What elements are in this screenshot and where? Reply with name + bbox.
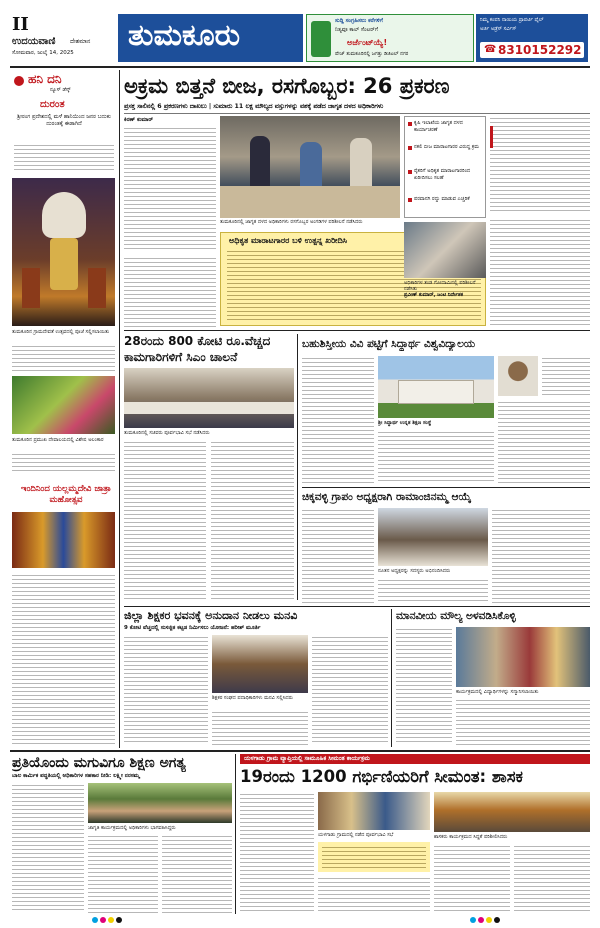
bhavana-subhead: 9 ಕೋಟಿ ವೆಚ್ಚದಲ್ಲಿ ಸುಸಜ್ಜಿತ ಕಟ್ಟಡ ನಿರ್ಮಿಸಲು ಯೋಜನೆ: ಹರೀಶ್ ಮೂರ್ತಿ (124, 625, 261, 631)
paper-name: ಉದಯವಾಣಿ (12, 36, 56, 47)
photo2-caption: ತುಮಕೂರಿನ ಪ್ರಮುಖ ದೇವಾಲಯದಲ್ಲಿ ವಿಶೇಷ ಅಲಂಕಾರ (12, 437, 104, 443)
gp-text-col1 (302, 508, 374, 604)
quote-text (322, 845, 426, 869)
lead-right-caption-name: ಪ್ರವೀಣ್ ಕುಮಾರ್, ಜಂಟಿ ನಿರ್ದೇಶಕ (404, 292, 463, 298)
gp-text-col3 (492, 508, 590, 604)
lead-byline: ಕಿರಣ್ ಕುಮಾರ್ (124, 117, 154, 123)
univ-text-col3 (498, 400, 590, 484)
devi-photo (12, 512, 115, 568)
univ-person-photo (498, 356, 538, 396)
univ-headline: ಬಹುಶಿಸ್ತೀಯ ವಿವಿ ಪಟ್ಟಿಗೆ ಸಿದ್ಧಾರ್ಥ ವಿಶ್ವವಿದ್ಯಾಲಯ (302, 338, 476, 350)
bullet-2: ನಕಲಿ ಬೀಜ ಮಾರಾಟಗಾರರ ವಿರುದ್ಧ ಕ್ರಮ (414, 144, 479, 150)
photo1-caption: ತುಮಕೂರಿನ ಗ್ರಾಮದೇವತೆ ಉತ್ಸವದಲ್ಲಿ ಪೂಜೆ ಸಲ್ಲಿಸಲಾಯಿತು (12, 329, 110, 335)
values-text-col2 (456, 698, 590, 745)
univ-text-col1 (302, 356, 374, 484)
flower-photo (12, 376, 115, 434)
bullet-icon (408, 122, 412, 126)
brand-sub: ನ್ಯೂಸ್ ಡೆಸ್ಕ್ (50, 87, 71, 93)
ad-phone-illustration (311, 21, 331, 57)
univ-text-col4 (542, 356, 590, 396)
cm-text-col1 (124, 440, 206, 600)
teaser-text-block (14, 143, 114, 173)
right-ad-line-1: ನಿಮ್ಮ ಕಂಪನಿ ನಾಯಿಯ ಪ್ರಾಪರ್ಟಿ ಫೈಲ್ (480, 17, 544, 23)
brand-dot-icon (14, 76, 24, 86)
bhavana-text-col2 (212, 710, 308, 745)
gp-text-col2 (378, 578, 488, 604)
bhavana-photo-caption: ಶಿಕ್ಷಕರ ಸಂಘದ ಪದಾಧಿಕಾರಿಗಳು ಮನವಿ ಸಲ್ಲಿಸಿದರು (212, 695, 293, 701)
bullet-icon (408, 146, 412, 150)
seemantha-text-col3 (434, 844, 510, 914)
brand: ಹನಿ ದನಿ (28, 72, 62, 86)
gp-headline: ಚಿಕ್ಕವಳ್ಳಿ ಗ್ರಾಪಂ ಅಧ್ಯಕ್ಷರಾಗಿ ರಾಮಾಂಜಿನಮ್ಮ ಆಯ್ಕೆ (302, 491, 472, 503)
left-column-divider (119, 70, 120, 748)
bullet-1: ಕೃಷಿ ಇಲಾಖೆಯ ಜಾಗೃತ ದಳದ ಕಾರ್ಯಾಚರಣೆ (414, 120, 463, 133)
left-text-1 (12, 344, 115, 372)
bullet-4: ಪರವಾನಗಿ ರದ್ದು ಮಾಡುವ ಎಚ್ಚರಿಕೆ (414, 196, 470, 202)
education-photo (88, 783, 232, 823)
bhavana-photo (212, 635, 308, 693)
lead-photo (220, 116, 400, 218)
lead-right-photo (404, 222, 486, 278)
left-text-3 (12, 573, 115, 745)
seemantha-text-col4 (514, 844, 590, 914)
info-box-title: ಅಧಿಕೃತ ಮಾರಾಟಗಾರರ ಬಳಿ ಉತ್ಪನ್ನ ಖರೀದಿಸಿ (229, 236, 348, 245)
education-subhead: ಬಾಲ ಕಾರ್ಮಿಕ ಪದ್ಧತಿಯಲ್ಲಿ ಅಧಿಕಾರಿಗಳ ಸಹಕಾರ ನೀಡಿ: ಲಕ್ಷ್ಮೀ ನರಸಮ್ಮ (12, 773, 140, 779)
gp-photo (378, 508, 488, 566)
ad-line-2: ನಿತ್ಯವೂ ಕಾಲ್ ಸೆಂಟರ್‌ಗೆ (335, 27, 378, 33)
seemantha-photo2-caption: ಶಾಸಕರು ಕಾರ್ಯಕ್ರಮದ ಸಿದ್ಧತೆ ಪರಿಶೀಲಿಸಿದರು (434, 834, 508, 840)
univ-bottom-rule (302, 487, 590, 488)
right-ad-line-2: ಅರ್ಜಿ ಅಡ್ರೆಸ್ ಸರ್ವಿಸ್ (480, 26, 517, 32)
phone-icon: ☎ (484, 44, 497, 55)
education-headline: ಪ್ರತಿಯೊಂದು ಮಗುವಿಗೂ ಶಿಕ್ಷಣ ಅಗತ್ಯ (12, 755, 186, 771)
cm-headline-2: ಕಾಮಗಾರಿಗಳಿಗೆ ಸಿಎಂ ಚಾಲನೆ (124, 350, 238, 364)
teaser-body: ಶ್ರೀರಂಗ ಪ್ರದೇಶದಲ್ಲಿ ಮಳೆ ಹಾನಿಯಿಂದ ಜನರ ಬದುಕು ದುರಂತಕ್ಕೆ ಈಡಾಗಿದೆ (17, 114, 111, 127)
lead-headline: ಅಕ್ರಮ ಬಿತ್ತನೆ ಬೀಜ, ರಸಗೊಬ್ಬರ: 26 ಪ್ರಕರಣ (124, 74, 450, 98)
education-text-col1 (12, 783, 84, 913)
univ-text-col2 (378, 430, 494, 484)
education-photo-caption: ಜಾಗೃತಿ ಕಾರ್ಯಕ್ರಮದಲ್ಲಿ ಅಧಿಕಾರಿಗಳು ಭಾಗವಹಿಸಿದ್ದರು (88, 825, 176, 831)
seemantha-photo-caption: ಯಳಗಾಡು ಗ್ರಾಮದಲ್ಲಿ ನಡೆದ ಪೂರ್ವಭಾವಿ ಸಭೆ (318, 832, 394, 838)
cm-text-col2 (211, 440, 294, 600)
lead-right-text-2 (490, 218, 590, 326)
right-ad-phone-number: 8310152292 (498, 43, 582, 57)
bullet-3: ರೈತರಿಗೆ ಅಧಿಕೃತ ಮಾರಾಟಗಾರರಿಂದ ಖರೀದಿಸಲು ಸಲಹೆ (414, 168, 471, 181)
cm-photo-caption: ತುಮಕೂರಿನಲ್ಲಿ ಸಚಿವರು ಪೂರ್ವಭಾವಿ ಸಭೆ ನಡೆಸಿದರು (124, 430, 210, 436)
bullet-icon (408, 198, 412, 202)
seemantha-kicker: ಯಳಗಾಡು ಗ್ರಾಮ ವ್ಯಾಪ್ತಿಯಲ್ಲಿ ಸಾಮೂಹಿಕ ಸೀಮಂತ ಕಾರ್ಯಕ್ರಮ (244, 755, 370, 762)
seemantha-text-col2 (318, 876, 430, 914)
bhavana-text-col3 (312, 635, 388, 745)
ad-line-3: ಅರ್ಜೆಂಟ್‌ಯ್ಯೆ! (347, 38, 388, 47)
bhavana-text-col1 (124, 635, 208, 745)
values-text-col1 (396, 627, 452, 745)
lead-subhead: ಪ್ರಸಕ್ತ ಸಾಲಿನಲ್ಲಿ 6 ಪ್ರಕರಣಗಳು ದಾಖಲು | ಸುಮಾರು 11 ಲಕ್ಷ ಮೌಲ್ಯದ ವಸ್ತುಗಳನ್ನು ವಶಕ್ಕೆ ಪಡೆದ ಜಾಗೃತ ದಳದ ಅಧಿಕಾರಿಗಳು (124, 103, 384, 110)
page-number: II (12, 14, 29, 35)
lead-photo-caption: ತುಮಕೂರಿನಲ್ಲಿ ಜಾಗೃತ ದಳದ ಅಧಿಕಾರಿಗಳು ರಸಗೊಬ್ಬರ ಅಂಗಡಿಗಳ ಪರಿಶೀಲನೆ ನಡೆಸಿದರು (220, 219, 363, 225)
devi-headline: ಇಂದಿನಿಂದ ಯಲ್ಲಮ್ಮದೇವಿ ಜಾತ್ರಾ ಮಹೋತ್ಸವ (21, 484, 111, 505)
right-ad (476, 14, 588, 62)
teaser-title: ದುರಂತ (40, 99, 65, 110)
gp-photo-caption: ನೂತನ ಅಧ್ಯಕ್ಷರನ್ನು ಸದಸ್ಯರು ಅಭಿನಂದಿಸಿದರು (378, 568, 451, 574)
seemantha-text-col1 (240, 792, 314, 914)
gp-bottom-rule (124, 606, 590, 607)
seemantha-quote-box (318, 842, 430, 872)
lead-bottom-rule (124, 330, 590, 331)
lead-bullet-box (404, 116, 486, 218)
lead-text-col1 (124, 126, 216, 250)
lead-text-col2 (124, 256, 216, 328)
lead-right-text (490, 116, 590, 214)
education-divider (235, 754, 236, 914)
values-photo-caption: ಕಾರ್ಯಕ್ರಮದಲ್ಲಿ ವಿದ್ಯಾರ್ಥಿಗಳನ್ನು ಸನ್ಮಾನಿಸಲಾಯಿತು (456, 689, 539, 695)
bhavana-divider (391, 609, 392, 747)
univ-photo (378, 356, 494, 418)
seemantha-headline: 19ರಂದು 1200 ಗರ್ಭಿಣಿಯರಿಗೆ ಸೀಮಂತ: ಶಾಸಕ (240, 767, 523, 786)
section-title: ತುಮಕೂರು (128, 18, 241, 53)
bhavana-headline: ಜಿಲ್ಲಾ ಶಿಕ್ಷಕರ ಭವನಕ್ಕೆ ಅನುದಾನ ನೀಡಲು ಮನವಿ (124, 609, 298, 622)
cm-headline-1: 28ರಂದು 800 ಕೋಟಿ ರೂ.ವೆಚ್ಚದ (124, 334, 271, 348)
education-text-col2 (88, 834, 158, 913)
seemantha-photo-2 (434, 792, 590, 832)
values-headline: ಮಾನವೀಯ ಮೌಲ್ಯ ಅಳವಡಿಸಿಕೊಳ್ಳಿ (396, 610, 516, 622)
masthead-rule (10, 66, 590, 68)
univ-photo-caption: ಶ್ರೀ ಸಿದ್ಧಾರ್ಥ ಉನ್ನತ ಶಿಕ್ಷಣ ಸಂಸ್ಥೆ (378, 420, 432, 426)
lower-section-rule (10, 750, 590, 752)
bullet-icon (408, 170, 412, 174)
center-ad (306, 14, 474, 62)
left-text-2 (12, 452, 115, 474)
lead-right-marker (490, 126, 493, 148)
values-photo (456, 627, 590, 687)
ad-line-1: ಸುದ್ದಿ ಸಂಗ್ರಹಿಸಲು ಕರೆಗಳಿಗೆ (335, 18, 383, 24)
cm-divider (297, 334, 298, 600)
education-text-col3 (162, 834, 232, 913)
cm-photo (124, 368, 294, 428)
edition: ದೇಶಮಾನ (70, 38, 91, 45)
ad-line-4: ಪೇಜ್ ತುಮಕೂರಿನಲ್ಲಿ ಜಗತ್ತು ಡಿಜಿಟಲ್ ನಗರ (335, 51, 409, 57)
lead-subhead-rule (124, 113, 590, 114)
seemantha-photo (318, 792, 430, 830)
temple-photo (12, 178, 115, 326)
lead-right-photo-caption: ಅಧಿಕಾರಿಗಳ ತಂಡ ಗೋದಾಮಿನಲ್ಲಿ ಪರಿಶೀಲನೆ ನಡೆಸಿತು (404, 280, 476, 292)
date: ಸೋಮವಾರ, ಜುಲೈ 14, 2025 (12, 50, 74, 56)
